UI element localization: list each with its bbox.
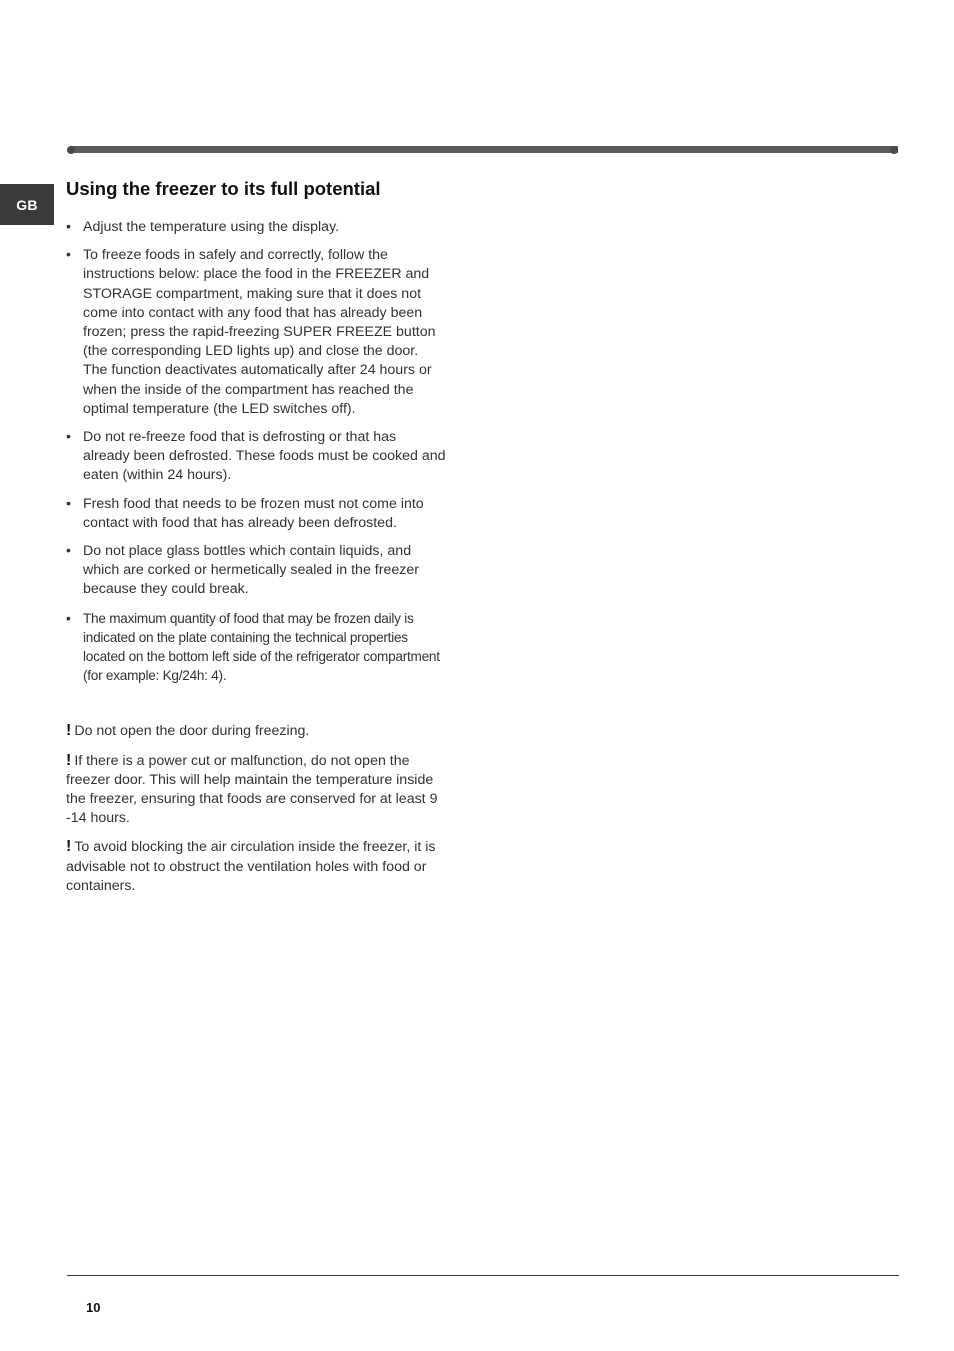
language-tab-label: GB [16,196,38,213]
warning-mark: ! [66,751,72,769]
divider-cap-right [890,146,898,154]
section-title: Using the freezer to its full potential [66,178,381,199]
warning-text: If there is a power cut or malfunction, do not open the freezer door. This will help maintain the temperature inside the freezer, ensuring that foods are conserved for at least 9 -14 hours. [66,752,438,827]
bullet-marker: • [66,495,71,512]
warning-mark: ! [66,722,72,740]
list-item [66,246,446,419]
list-item [66,609,446,686]
top-divider-bar [70,146,898,153]
footer-divider [67,1275,899,1276]
list-item-text: Fresh food that needs to be frozen must not come into contact with food that has already been defrosted. [83,495,424,531]
list-item [66,428,446,486]
list-item-text: Do not re-freeze food that is defrosting or that has already been defrosted. These foods must be cooked and eaten (within 24 hours). [83,429,446,484]
bullet-marker: • [66,219,71,235]
warning-text: Do not open the door during freezing. [74,723,310,740]
bullet-marker: • [66,429,71,446]
warning-note [66,837,446,896]
list-item [66,542,446,600]
warning-text: To avoid blocking the air circulation inside the freezer, it is advisable not to obstruct the ventilation holes with food or containers. [66,839,436,894]
bullet-marker: • [66,610,71,626]
language-tab [0,184,54,225]
warning-notes [66,721,446,896]
instruction-list [66,218,446,685]
warning-note [66,721,446,741]
divider-cap-left [67,146,75,154]
list-item-text: Do not place glass bottles which contain liquids, and which are corked or hermetically sealed in the freezer because they could break. [83,543,419,598]
warning-note [66,751,446,829]
bullet-marker: • [66,247,71,264]
list-item-text: To freeze foods in safely and correctly, follow the instructions below: place the food in the FREEZER and STORAGE compartment, making sure that it does not come into contact with any food that has already been frozen; press the rapid-freezing SUPER FREEZE button (the corresponding LED lights up) and close the door. The function deactivates automatically after 24 hours or when the inside of the compartment has reached the optimal temperature (the LED switches off). [83,247,436,417]
list-item [66,218,446,237]
bullet-marker: • [66,543,71,560]
page-number: 10 [86,1300,101,1315]
list-item-text: The maximum quantity of food that may be frozen daily is indicated on the plate containing the technical properties located on the bottom left side of the refrigerator compartment (for example: Kg/24h: 4). [83,610,440,684]
warning-mark: ! [66,838,72,856]
list-item-text: Adjust the temperature using the display. [83,219,340,235]
main-content [66,218,446,905]
list-item [66,495,446,533]
